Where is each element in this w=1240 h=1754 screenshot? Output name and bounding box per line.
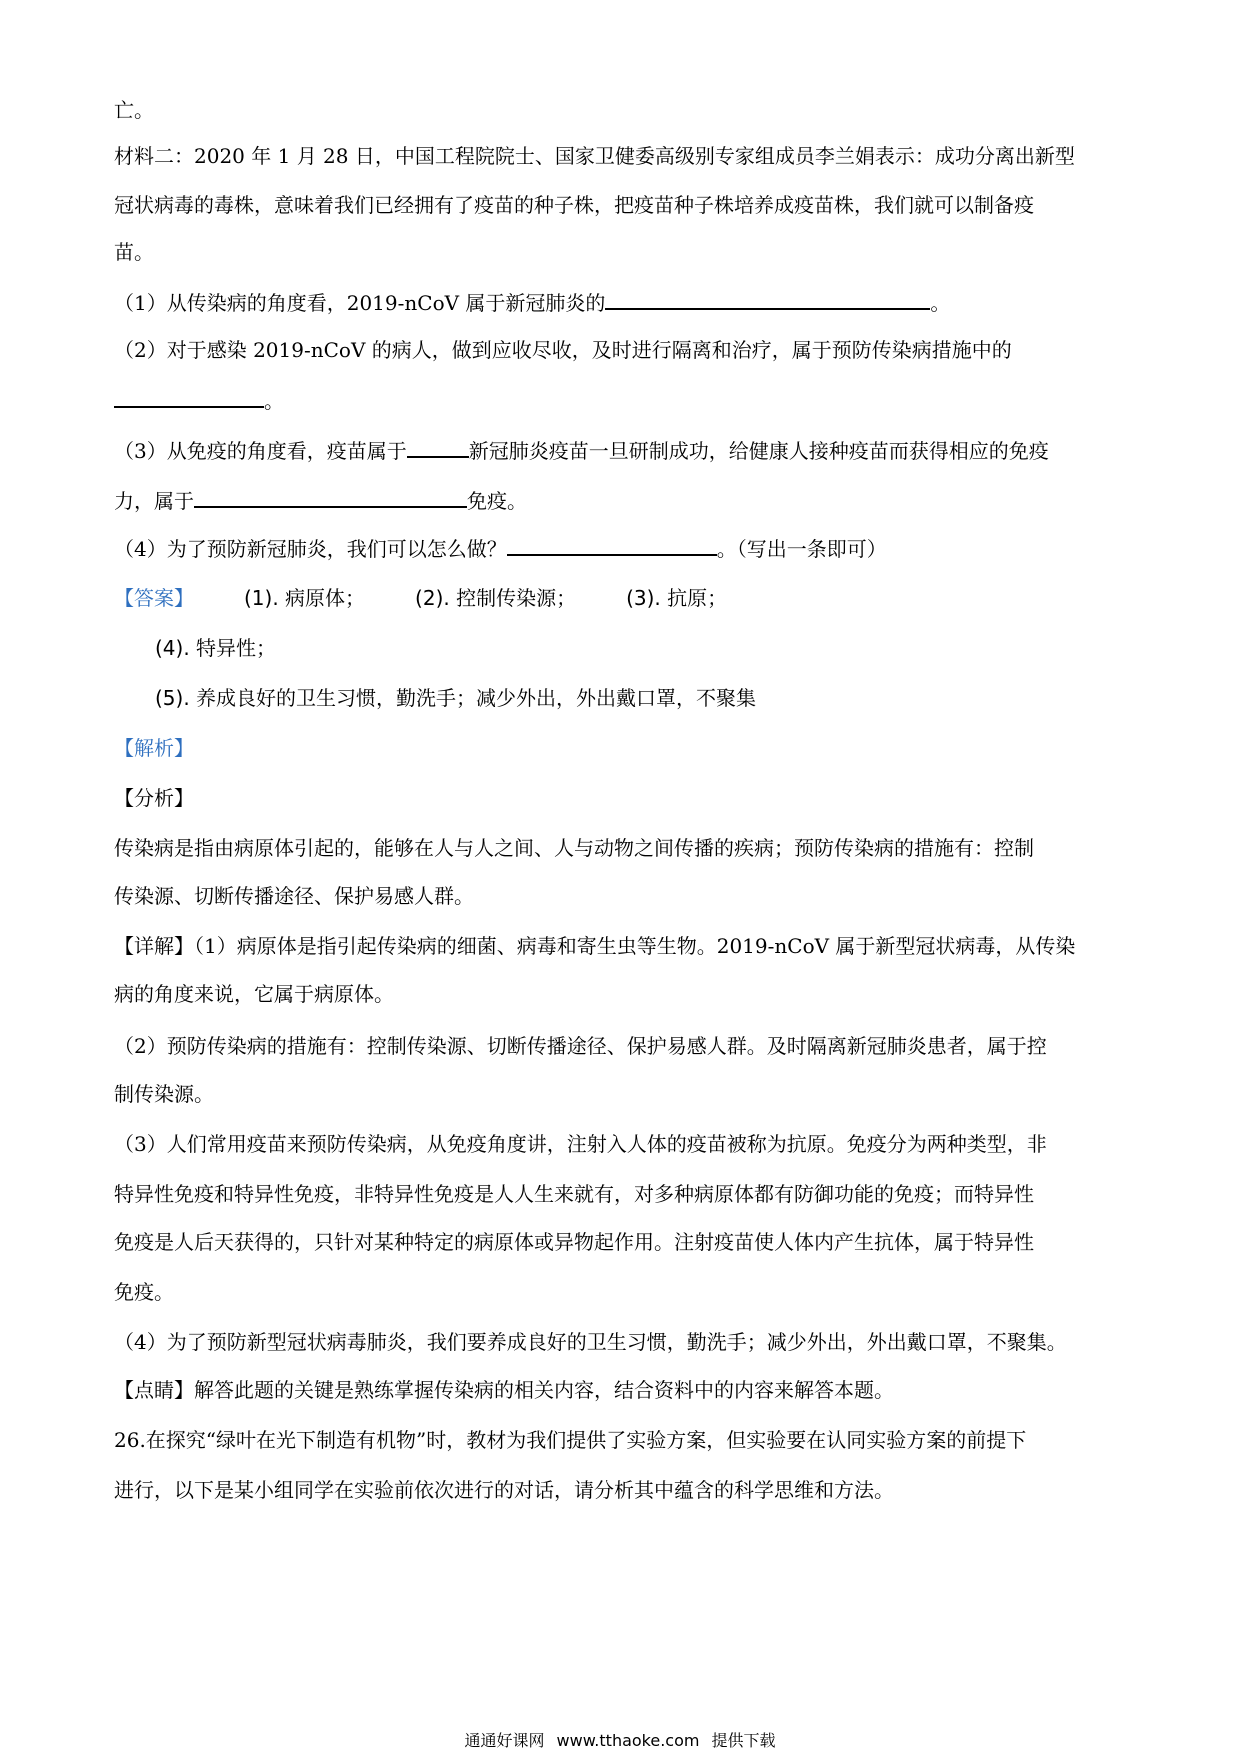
answer-tag: 【答案】 xyxy=(114,586,194,610)
question-2-cont: 。 xyxy=(114,386,284,415)
answer-item: (3). 抗原； xyxy=(626,586,728,610)
text-line: 苗。 xyxy=(114,240,154,264)
analysis-tag: 【解析】 xyxy=(114,736,194,760)
text-line: 传染病是指由病原体引起的，能够在人与人之间、人与动物之间传播的疾病；预防传染病的措施有：控制 xyxy=(114,836,1034,860)
answer-item: (5). 养成良好的卫生习惯，勤洗手；减少外出，外出戴口罩，不聚集 xyxy=(155,686,757,710)
answer-blank[interactable] xyxy=(507,534,717,556)
answer-blank[interactable] xyxy=(114,386,264,408)
page-footer xyxy=(0,1728,1240,1751)
text-line: （2）预防传染病的措施有：控制传染源、切断传播途径、保护易感人群。及时隔离新冠肺炎患者，属于控 xyxy=(114,1034,1047,1058)
answer-line xyxy=(114,584,727,612)
question-26-cont: 进行，以下是某小组同学在实验前依次进行的对话，请分析其中蕴含的科学思维和方法。 xyxy=(114,1478,894,1502)
question-2: （2）对于感染 2019-nCoV 的病人，做到应收尽收，及时进行隔离和治疗，属于预防传染病措施中的 xyxy=(114,338,1012,362)
question-26: 26.在探究“绿叶在光下制造有机物”时，教材为我们提供了实验方案，但实验要在认同实验方案的前提下 xyxy=(114,1428,1027,1452)
text-line: （4）为了预防新型冠状病毒肺炎，我们要养成良好的卫生习惯，勤洗手；减少外出，外出戴口罩，不聚集。 xyxy=(114,1330,1067,1354)
answer-blank[interactable] xyxy=(194,486,467,508)
text-line: 特异性免疫和特异性免疫，非特异性免疫是人人生来就有，对多种病原体都有防御功能的免疫；而特异性 xyxy=(114,1182,1034,1206)
footer-site-name: 通通好课网 xyxy=(464,1731,545,1750)
text-line: 免疫。 xyxy=(114,1280,174,1304)
text-line: 亡。 xyxy=(114,98,154,122)
answer-item: (2). 控制传染源； xyxy=(415,586,577,610)
footer-url[interactable]: www.tthaoke.com xyxy=(556,1731,700,1750)
text-line: 制传染源。 xyxy=(114,1082,214,1106)
question-3-cont: 力，属于 免疫。 xyxy=(114,486,527,515)
answer-item: (1). 病原体； xyxy=(244,586,366,610)
question-4: （4）为了预防新冠肺炎，我们可以怎么做？ 。（写出一条即可） xyxy=(114,534,887,563)
answer-item: (4). 特异性； xyxy=(155,636,277,660)
answer-blank[interactable] xyxy=(407,436,469,458)
footer-note: 提供下载 xyxy=(711,1731,776,1750)
answer-blank[interactable] xyxy=(605,288,930,310)
text-line: 传染源、切断传播途径、保护易感人群。 xyxy=(114,884,474,908)
text-line: 【详解】（1）病原体是指引起传染病的细菌、病毒和寄生虫等生物。2019-nCoV 属于新型冠状病毒，从传染 xyxy=(114,934,1076,958)
text-line: 冠状病毒的毒株，意味着我们已经拥有了疫苗的种子株，把疫苗种子株培养成疫苗株，我们就可以制备疫 xyxy=(114,193,1034,217)
text-line: 【点睛】解答此题的关键是熟练掌握传染病的相关内容，结合资料中的内容来解答本题。 xyxy=(114,1378,894,1402)
text-line: （3）人们常用疫苗来预防传染病，从免疫角度讲，注射入人体的疫苗被称为抗原。免疫分为两种类型，非 xyxy=(114,1132,1047,1156)
text-line: 病的角度来说，它属于病原体。 xyxy=(114,982,394,1006)
question-1: （1）从传染病的角度看，2019-nCoV 属于新冠肺炎的 。 xyxy=(114,288,950,317)
text-line: 免疫是人后天获得的，只针对某种特定的病原体或异物起作用。注射疫苗使人体内产生抗体，属于特异性 xyxy=(114,1230,1034,1254)
question-3: （3）从免疫的角度看，疫苗属于 新冠肺炎疫苗一旦研制成功，给健康人接种疫苗而获得相应的免疫 xyxy=(114,436,1049,465)
text-line: 材料二：2020 年 1 月 28 日，中国工程院院士、国家卫健委高级别专家组成员李兰娟表示：成功分离出新型 xyxy=(114,144,1075,168)
analysis-heading: 【分析】 xyxy=(114,786,194,810)
